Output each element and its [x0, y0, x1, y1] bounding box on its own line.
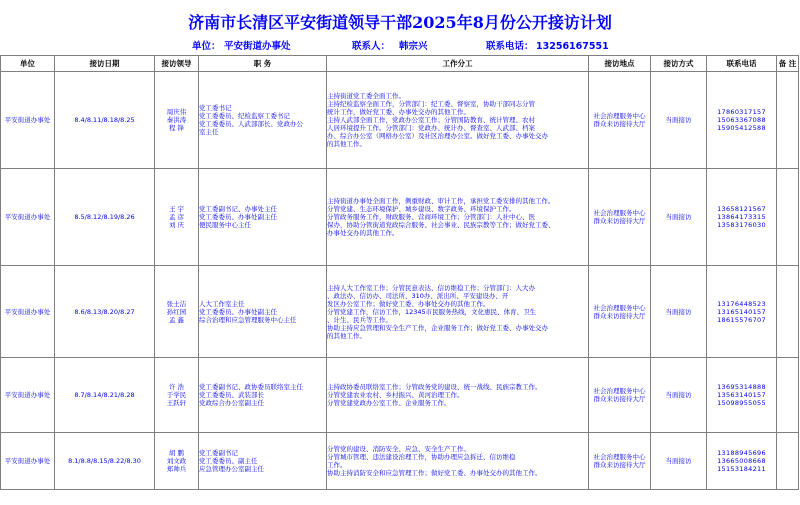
note-cell — [777, 358, 799, 433]
date-cell: 8.7/8.14/8.21/8.28 — [55, 358, 155, 433]
leader-cell: 张士洁 孙红园 孟 鑫 — [155, 266, 199, 358]
method-cell: 当面接访 — [651, 358, 707, 433]
location-cell: 社会治理服务中心 群众来访接待大厅 — [589, 433, 651, 490]
leader-cell: 胡 鹏 刘文政 郑帅兵 — [155, 433, 199, 490]
subheader — [0, 39, 800, 55]
unit-cell: 平安街道办事处 — [1, 169, 55, 266]
leader-cell: 王 宇 孟 彦 刘 庆 — [155, 169, 199, 266]
leader-cell: 许 浩 于学民 王跃轩 — [155, 358, 199, 433]
header-note: 备 注 — [777, 56, 799, 72]
document-title: 济南市长清区平安街道领导干部2025年8月份公开接访计划 — [188, 13, 612, 32]
header-date: 接访日期 — [55, 56, 155, 72]
table-row — [1, 266, 799, 358]
method-cell: 当面接访 — [651, 169, 707, 266]
duties-cell: 主持街道办事处全面工作，侧重财政、审计工作，承担党工委安排的其他工作。 分管党建、生态环境保护、城乡建设、数字政务、环境保护工作。 分管政务服务工作，财政服务、营商环境工作；分管部门：人社中心、医 保办，协助分管街道党政综合服务、社会事业、民族宗教等工作；做好党工委、 办事处交办的其他工作。 — [327, 169, 589, 266]
leader-cell: 周庆伟 秦洪涛 程 锋 — [155, 72, 199, 169]
location-cell: 社会治理服务中心 群众来访接待大厅 — [589, 358, 651, 433]
table-row — [1, 169, 799, 266]
method-cell: 当面接访 — [651, 72, 707, 169]
contact-value: 韩宗兴 — [399, 41, 428, 52]
table-row — [1, 72, 799, 169]
header-method: 接访方式 — [651, 56, 707, 72]
visit-schedule-table — [0, 55, 799, 490]
duties-cell: 主持政协委员联络室工作；分管政务党的建设、统一战线、民族宗教工作。 分管党建农业农村、乡村振兴、黄河治理工作。 分管党建党政办公室工作、企业服务工作。 — [327, 358, 589, 433]
header-location: 接访地点 — [589, 56, 651, 72]
header-duties: 工作分工 — [327, 56, 589, 72]
location-cell: 社会治理服务中心 群众来访接待大厅 — [589, 266, 651, 358]
duties-cell: 主持街道党工委全面工作。 主持纪检监察全面工作，分管部门：纪工委、督察室，协助干部同志分管 统计工作，做好党工委、办事处交办的其他工作。 主持人武部全面工作，党政办公室工作；分管国防教育、统计管理、农村 人居环境提升工作。分管部门：党政办、统计办、督查室、人武部、档案 办、综合办公室（网格办公室）及社区治理办公室。做好党工委、办事处交办 的其他工作。 — [327, 72, 589, 169]
note-cell — [777, 169, 799, 266]
phone-value: 13256167551 — [536, 41, 609, 52]
header-unit: 单位 — [1, 56, 55, 72]
phone-cell: 17860317157 15063367088 15905412588 — [707, 72, 777, 169]
contact-label: 联系人： — [352, 41, 391, 52]
method-cell: 当面接访 — [651, 433, 707, 490]
position-cell: 党工委书记 党工委委员、纪检监察工委书记 党工委委员、人武部部长、党政办公 室主任 — [199, 72, 327, 169]
date-cell: 8.5/8.12/8.19/8.26 — [55, 169, 155, 266]
position-cell: 党工委副书记 党工委委员、副主任 应急管理办公室副主任 — [199, 433, 327, 490]
phone-cell: 13695314888 13563140157 15098955055 — [707, 358, 777, 433]
table-header-row — [1, 56, 799, 72]
phone-cell: 13188945696 13665008668 15153184211 — [707, 433, 777, 490]
duties-cell: 主持人大工作室工作；分管民意表达、信访维稳工作；分管部门：人大办 、政法办、信访办、司法所、310办、派出所、平安建设办、开 发区办公室工作；做好党工委、办事处交办的其他工作。 分管党建工作，信访工作，12345市民服务热线，文化惠民、体育、卫生 、计生、民兵等工作。 协助主持应急管理和安全生产工作，企业服务工作；做好党工委、办事处交办 的其他工作。 — [327, 266, 589, 358]
position-cell: 党工委副书记、政协委员联络室主任 党工委委员、武装部长 党政综合办公室副主任 — [199, 358, 327, 433]
header-phone: 联系电话 — [707, 56, 777, 72]
phone-label: 联系电话： — [486, 41, 534, 52]
note-cell — [777, 72, 799, 169]
unit-cell: 平安街道办事处 — [1, 266, 55, 358]
unit-label: 单位： — [192, 41, 221, 52]
table-row — [1, 433, 799, 490]
table-row — [1, 358, 799, 433]
header-position: 职 务 — [199, 56, 327, 72]
header-leader: 接访领导 — [155, 56, 199, 72]
duties-cell: 分管党的建设、消防安全、应急、安全生产工作。 分管城市管理、违法建设治理工作，协助办理应急拆迁、信访维稳 工作。 协助主持消防安全和应急管理工作；做好党工委、办事处交办的其他工作。 — [327, 433, 589, 490]
note-cell — [777, 266, 799, 358]
position-cell: 人大工作室主任 党工委委员、办事处副主任 综合治理和应急管理服务中心主任 — [199, 266, 327, 358]
date-cell: 8.1/8.8/8.15/8.22/8.30 — [55, 433, 155, 490]
unit-cell: 平安街道办事处 — [1, 358, 55, 433]
unit-cell: 平安街道办事处 — [1, 72, 55, 169]
unit-value: 平安街道办事处 — [224, 41, 291, 52]
location-cell: 社会治理服务中心 群众来访接待大厅 — [589, 169, 651, 266]
note-cell — [777, 433, 799, 490]
location-cell: 社会治理服务中心 群众来访接待大厅 — [589, 72, 651, 169]
phone-cell: 13176448523 13165140157 18615576707 — [707, 266, 777, 358]
unit-cell: 平安街道办事处 — [1, 433, 55, 490]
date-cell: 8.6/8.13/8.20/8.27 — [55, 266, 155, 358]
date-cell: 8.4/8.11/8.18/8.25 — [55, 72, 155, 169]
position-cell: 党工委副书记、办事处主任 党工委委员、办事处副主任 便民服务中心主任 — [199, 169, 327, 266]
phone-cell: 13658121567 13864173315 13583176030 — [707, 169, 777, 266]
method-cell: 当面接访 — [651, 266, 707, 358]
